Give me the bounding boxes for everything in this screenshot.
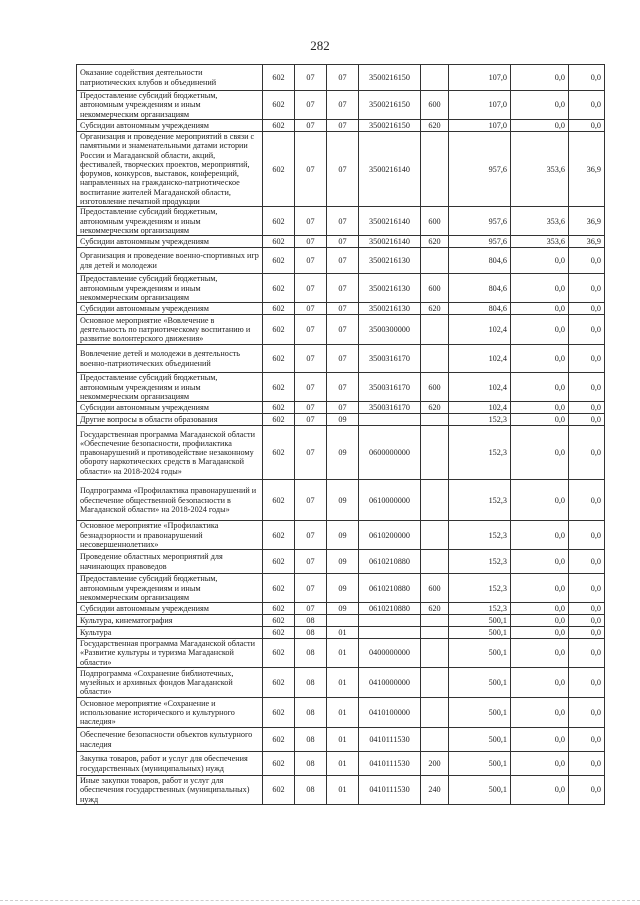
cell-name: Вовлечение детей и молодежи в деятельность военно-патриотических объединений — [77, 345, 263, 373]
cell-vr: 600 — [421, 373, 449, 402]
cell-pr: 01 — [327, 776, 359, 805]
cell-s2: 0,0 — [511, 728, 569, 752]
cell-csr — [359, 615, 421, 627]
table-row — [77, 373, 605, 402]
cell-rz: 08 — [295, 668, 327, 698]
cell-csr: 3500216140 — [359, 236, 421, 248]
cell-csr: 3500216150 — [359, 120, 421, 132]
cell-ved: 602 — [263, 402, 295, 414]
cell-s2: 0,0 — [511, 345, 569, 373]
cell-name: Государственная программа Магаданской области «Обеспечение безопасности, профилактика правонарушений и противодействие незаконному обороту наркотических средств в Магаданской области» на 2018-2024 годы» — [77, 426, 263, 480]
cell-name: Иные закупки товаров, работ и услуг для обеспечения государственных (муниципальных) нужд — [77, 776, 263, 805]
cell-name: Обеспечение безопасности объектов культурного наследия — [77, 728, 263, 752]
cell-name: Проведение областных мероприятий для начинающих правоведов — [77, 550, 263, 574]
cell-name: Организация и проведение мероприятий в связи с памятными и знаменательными датами истории России и Магаданской области, акций, фестивалей, творческих проектов, мероприятий, форумов, конкурсов, выставок, конференций, направленных на гражданско-патриотическое воспитание жителей Магаданской области, изготовление печатной продукции — [77, 132, 263, 207]
cell-s3: 0,0 — [569, 603, 605, 615]
cell-rz: 07 — [295, 274, 327, 303]
table-row — [77, 274, 605, 303]
cell-s3: 0,0 — [569, 776, 605, 805]
cell-s2: 0,0 — [511, 120, 569, 132]
cell-vr — [421, 668, 449, 698]
cell-pr: 09 — [327, 414, 359, 426]
cell-vr — [421, 698, 449, 728]
cell-pr: 09 — [327, 550, 359, 574]
cell-pr: 07 — [327, 274, 359, 303]
table-row — [77, 236, 605, 248]
cell-ved: 602 — [263, 132, 295, 207]
cell-vr — [421, 480, 449, 521]
cell-vr: 620 — [421, 303, 449, 315]
cell-vr — [421, 345, 449, 373]
cell-s3: 36,9 — [569, 236, 605, 248]
table-row — [77, 728, 605, 752]
table-row — [77, 303, 605, 315]
cell-s2: 0,0 — [511, 426, 569, 480]
cell-name: Субсидии автономным учреждениям — [77, 402, 263, 414]
cell-vr: 620 — [421, 236, 449, 248]
cell-csr: 3500216130 — [359, 274, 421, 303]
cell-csr: 3500216130 — [359, 303, 421, 315]
cell-ved: 602 — [263, 120, 295, 132]
cell-name: Субсидии автономным учреждениям — [77, 236, 263, 248]
cell-s2: 0,0 — [511, 248, 569, 274]
cell-vr — [421, 132, 449, 207]
cell-ved: 602 — [263, 603, 295, 615]
cell-s2: 0,0 — [511, 521, 569, 550]
cell-ved: 602 — [263, 627, 295, 639]
cell-s1: 804,6 — [449, 248, 511, 274]
cell-pr: 07 — [327, 402, 359, 414]
cell-rz: 07 — [295, 480, 327, 521]
cell-s2: 0,0 — [511, 550, 569, 574]
cell-rz: 07 — [295, 65, 327, 91]
cell-rz: 08 — [295, 776, 327, 805]
cell-s3: 0,0 — [569, 373, 605, 402]
cell-ved: 602 — [263, 752, 295, 776]
cell-s3: 0,0 — [569, 698, 605, 728]
cell-csr: 3500216150 — [359, 65, 421, 91]
cell-s2: 0,0 — [511, 752, 569, 776]
cell-s2: 0,0 — [511, 574, 569, 603]
cell-ved: 602 — [263, 207, 295, 236]
cell-ved: 602 — [263, 65, 295, 91]
cell-pr: 09 — [327, 426, 359, 480]
cell-s1: 500,1 — [449, 698, 511, 728]
cell-rz: 08 — [295, 752, 327, 776]
cell-ved: 602 — [263, 236, 295, 248]
cell-name: Подпрограмма «Сохранение библиотечных, музейных и архивных фондов Магаданской области» — [77, 668, 263, 698]
cell-csr: 0410100000 — [359, 698, 421, 728]
table-row — [77, 248, 605, 274]
cell-s1: 500,1 — [449, 668, 511, 698]
cell-s3: 36,9 — [569, 207, 605, 236]
cell-vr — [421, 615, 449, 627]
cell-s3: 0,0 — [569, 550, 605, 574]
cell-rz: 08 — [295, 627, 327, 639]
table-row — [77, 521, 605, 550]
cell-pr: 07 — [327, 207, 359, 236]
cell-rz: 07 — [295, 414, 327, 426]
cell-s3: 0,0 — [569, 345, 605, 373]
cell-ved: 602 — [263, 426, 295, 480]
table-row — [77, 91, 605, 120]
cell-s1: 957,6 — [449, 236, 511, 248]
cell-s3: 0,0 — [569, 248, 605, 274]
table-row — [77, 627, 605, 639]
cell-name: Основное мероприятие «Сохранение и использование исторического и культурного наследия» — [77, 698, 263, 728]
cell-name: Предоставление субсидий бюджетным, автономным учреждениям и иным некоммерческим организациям — [77, 373, 263, 402]
table-row — [77, 65, 605, 91]
table-row — [77, 752, 605, 776]
cell-vr — [421, 550, 449, 574]
cell-rz: 07 — [295, 132, 327, 207]
table-row — [77, 132, 605, 207]
cell-name: Подпрограмма «Профилактика правонарушений и обеспечение общественной безопасности в Магаданской области» на 2018-2024 годы» — [77, 480, 263, 521]
cell-s2: 0,0 — [511, 603, 569, 615]
cell-name: Другие вопросы в области образования — [77, 414, 263, 426]
cell-name: Предоставление субсидий бюджетным, автономным учреждениям и иным некоммерческим организациям — [77, 91, 263, 120]
cell-s3: 0,0 — [569, 303, 605, 315]
cell-pr: 01 — [327, 752, 359, 776]
cell-rz: 07 — [295, 236, 327, 248]
cell-vr: 200 — [421, 752, 449, 776]
cell-s1: 500,1 — [449, 639, 511, 668]
cell-pr: 01 — [327, 639, 359, 668]
table-row — [77, 345, 605, 373]
cell-csr: 3500216140 — [359, 132, 421, 207]
cell-ved: 602 — [263, 615, 295, 627]
cell-s3: 0,0 — [569, 668, 605, 698]
table-row — [77, 426, 605, 480]
cell-ved: 602 — [263, 521, 295, 550]
cell-csr: 3500300000 — [359, 315, 421, 345]
cell-s1: 152,3 — [449, 550, 511, 574]
cell-s2: 0,0 — [511, 373, 569, 402]
cell-ved: 602 — [263, 698, 295, 728]
cell-name: Государственная программа Магаданской области «Развитие культуры и туризма Магаданской области» — [77, 639, 263, 668]
cell-name: Организация и проведение военно-спортивных игр для детей и молодежи — [77, 248, 263, 274]
cell-s3: 36,9 — [569, 132, 605, 207]
cell-rz: 07 — [295, 550, 327, 574]
cell-s2: 353,6 — [511, 207, 569, 236]
cell-s3: 0,0 — [569, 639, 605, 668]
cell-vr: 240 — [421, 776, 449, 805]
cell-s1: 107,0 — [449, 65, 511, 91]
scan-edge-line — [0, 900, 640, 902]
cell-rz: 07 — [295, 303, 327, 315]
cell-csr: 0610210880 — [359, 550, 421, 574]
cell-name: Оказание содействия деятельности патриотических клубов и объединений — [77, 65, 263, 91]
cell-csr: 3500316170 — [359, 373, 421, 402]
cell-s3: 0,0 — [569, 728, 605, 752]
cell-s3: 0,0 — [569, 120, 605, 132]
table-row — [77, 315, 605, 345]
cell-pr — [327, 615, 359, 627]
cell-pr: 09 — [327, 521, 359, 550]
cell-csr: 3500316170 — [359, 345, 421, 373]
cell-ved: 602 — [263, 303, 295, 315]
cell-s1: 152,3 — [449, 414, 511, 426]
cell-s1: 500,1 — [449, 776, 511, 805]
cell-s2: 0,0 — [511, 414, 569, 426]
cell-s2: 0,0 — [511, 65, 569, 91]
cell-s1: 152,3 — [449, 480, 511, 521]
cell-s3: 0,0 — [569, 414, 605, 426]
cell-ved: 602 — [263, 550, 295, 574]
cell-csr: 0610200000 — [359, 521, 421, 550]
cell-s2: 353,6 — [511, 132, 569, 207]
table-row — [77, 615, 605, 627]
cell-ved: 602 — [263, 728, 295, 752]
table-row — [77, 698, 605, 728]
cell-vr — [421, 315, 449, 345]
cell-s1: 957,6 — [449, 207, 511, 236]
cell-rz: 07 — [295, 373, 327, 402]
cell-name: Субсидии автономным учреждениям — [77, 120, 263, 132]
cell-pr: 07 — [327, 236, 359, 248]
table-row — [77, 550, 605, 574]
cell-vr: 620 — [421, 402, 449, 414]
cell-ved: 602 — [263, 776, 295, 805]
cell-ved: 602 — [263, 639, 295, 668]
table-row — [77, 480, 605, 521]
cell-csr: 0400000000 — [359, 639, 421, 668]
cell-vr — [421, 414, 449, 426]
cell-name: Предоставление субсидий бюджетным, автономным учреждениям и иным некоммерческим организациям — [77, 574, 263, 603]
table-row — [77, 668, 605, 698]
cell-ved: 602 — [263, 574, 295, 603]
cell-s3: 0,0 — [569, 574, 605, 603]
cell-s3: 0,0 — [569, 426, 605, 480]
cell-name: Предоставление субсидий бюджетным, автономным учреждениям и иным некоммерческим организациям — [77, 207, 263, 236]
cell-s2: 0,0 — [511, 668, 569, 698]
cell-s1: 804,6 — [449, 303, 511, 315]
cell-vr — [421, 248, 449, 274]
cell-pr: 07 — [327, 315, 359, 345]
cell-s2: 0,0 — [511, 776, 569, 805]
cell-ved: 602 — [263, 248, 295, 274]
cell-csr: 0610000000 — [359, 480, 421, 521]
cell-ved: 602 — [263, 315, 295, 345]
cell-s3: 0,0 — [569, 627, 605, 639]
cell-vr: 600 — [421, 574, 449, 603]
cell-pr: 07 — [327, 248, 359, 274]
cell-csr: 3500316170 — [359, 402, 421, 414]
cell-rz: 08 — [295, 728, 327, 752]
cell-name: Основное мероприятие «Профилактика безнадзорности и правонарушений несовершеннолетних» — [77, 521, 263, 550]
cell-csr — [359, 414, 421, 426]
cell-csr: 0610210880 — [359, 574, 421, 603]
cell-vr — [421, 521, 449, 550]
cell-csr: 0410111530 — [359, 776, 421, 805]
cell-ved: 602 — [263, 373, 295, 402]
cell-s1: 102,4 — [449, 402, 511, 414]
cell-s3: 0,0 — [569, 91, 605, 120]
cell-vr: 600 — [421, 274, 449, 303]
cell-s1: 102,4 — [449, 373, 511, 402]
cell-pr: 07 — [327, 132, 359, 207]
cell-s1: 107,0 — [449, 91, 511, 120]
cell-vr: 600 — [421, 91, 449, 120]
cell-rz: 07 — [295, 91, 327, 120]
table-row — [77, 603, 605, 615]
cell-pr: 01 — [327, 668, 359, 698]
cell-rz: 07 — [295, 402, 327, 414]
cell-ved: 602 — [263, 274, 295, 303]
cell-pr: 07 — [327, 373, 359, 402]
cell-csr — [359, 627, 421, 639]
cell-csr: 0410111530 — [359, 728, 421, 752]
cell-pr: 01 — [327, 728, 359, 752]
cell-s2: 0,0 — [511, 698, 569, 728]
cell-ved: 602 — [263, 345, 295, 373]
cell-rz: 07 — [295, 315, 327, 345]
cell-s2: 0,0 — [511, 480, 569, 521]
cell-s2: 0,0 — [511, 303, 569, 315]
cell-s3: 0,0 — [569, 402, 605, 414]
cell-rz: 07 — [295, 207, 327, 236]
cell-s3: 0,0 — [569, 65, 605, 91]
cell-name: Культура — [77, 627, 263, 639]
cell-name: Культура, кинематография — [77, 615, 263, 627]
cell-s1: 500,1 — [449, 752, 511, 776]
cell-s1: 102,4 — [449, 315, 511, 345]
table-row — [77, 776, 605, 805]
cell-s1: 107,0 — [449, 120, 511, 132]
table-row — [77, 402, 605, 414]
cell-rz: 07 — [295, 603, 327, 615]
cell-vr: 620 — [421, 120, 449, 132]
cell-s2: 353,6 — [511, 236, 569, 248]
cell-s3: 0,0 — [569, 480, 605, 521]
budget-table — [76, 64, 605, 805]
cell-s3: 0,0 — [569, 752, 605, 776]
cell-s2: 0,0 — [511, 402, 569, 414]
cell-s1: 500,1 — [449, 615, 511, 627]
cell-rz: 07 — [295, 345, 327, 373]
cell-s2: 0,0 — [511, 274, 569, 303]
page-number: 282 — [310, 38, 330, 53]
cell-pr: 07 — [327, 65, 359, 91]
cell-csr: 0410000000 — [359, 668, 421, 698]
cell-s2: 0,0 — [511, 615, 569, 627]
cell-name: Субсидии автономным учреждениям — [77, 603, 263, 615]
cell-csr: 0600000000 — [359, 426, 421, 480]
cell-s1: 152,3 — [449, 574, 511, 603]
cell-vr: 620 — [421, 603, 449, 615]
cell-s3: 0,0 — [569, 521, 605, 550]
table-row — [77, 120, 605, 132]
cell-pr: 07 — [327, 345, 359, 373]
cell-name: Субсидии автономным учреждениям — [77, 303, 263, 315]
cell-ved: 602 — [263, 480, 295, 521]
cell-rz: 07 — [295, 574, 327, 603]
cell-vr — [421, 627, 449, 639]
cell-rz: 07 — [295, 426, 327, 480]
cell-name: Закупка товаров, работ и услуг для обеспечения государственных (муниципальных) нужд — [77, 752, 263, 776]
table-row — [77, 414, 605, 426]
table-row — [77, 639, 605, 668]
cell-rz: 08 — [295, 615, 327, 627]
cell-s1: 102,4 — [449, 345, 511, 373]
cell-s3: 0,0 — [569, 315, 605, 345]
cell-ved: 602 — [263, 668, 295, 698]
cell-rz: 07 — [295, 120, 327, 132]
cell-pr: 09 — [327, 603, 359, 615]
cell-s2: 0,0 — [511, 639, 569, 668]
cell-ved: 602 — [263, 414, 295, 426]
cell-vr — [421, 65, 449, 91]
cell-rz: 08 — [295, 639, 327, 668]
cell-s1: 152,3 — [449, 426, 511, 480]
cell-pr: 09 — [327, 480, 359, 521]
cell-s2: 0,0 — [511, 627, 569, 639]
table-row — [77, 207, 605, 236]
cell-pr: 07 — [327, 303, 359, 315]
cell-vr — [421, 426, 449, 480]
cell-s1: 152,3 — [449, 521, 511, 550]
cell-s3: 0,0 — [569, 615, 605, 627]
cell-csr: 0610210880 — [359, 603, 421, 615]
cell-ved: 602 — [263, 91, 295, 120]
cell-pr: 01 — [327, 627, 359, 639]
cell-vr: 600 — [421, 207, 449, 236]
cell-pr: 07 — [327, 120, 359, 132]
cell-pr: 07 — [327, 91, 359, 120]
cell-csr: 3500216140 — [359, 207, 421, 236]
cell-rz: 07 — [295, 521, 327, 550]
cell-vr — [421, 728, 449, 752]
cell-pr: 01 — [327, 698, 359, 728]
cell-s2: 0,0 — [511, 91, 569, 120]
cell-s1: 804,6 — [449, 274, 511, 303]
cell-csr: 0410111530 — [359, 752, 421, 776]
cell-name: Основное мероприятие «Вовлечение в деятельность по патриотическому воспитанию и развитие волонтерского движения» — [77, 315, 263, 345]
cell-s1: 957,6 — [449, 132, 511, 207]
cell-s1: 500,1 — [449, 728, 511, 752]
cell-s1: 500,1 — [449, 627, 511, 639]
cell-rz: 07 — [295, 248, 327, 274]
cell-s3: 0,0 — [569, 274, 605, 303]
cell-rz: 08 — [295, 698, 327, 728]
cell-s2: 0,0 — [511, 315, 569, 345]
cell-name: Предоставление субсидий бюджетным, автономным учреждениям и иным некоммерческим организациям — [77, 274, 263, 303]
cell-vr — [421, 639, 449, 668]
cell-csr: 3500216130 — [359, 248, 421, 274]
cell-csr: 3500216150 — [359, 91, 421, 120]
cell-pr: 09 — [327, 574, 359, 603]
cell-s1: 152,3 — [449, 603, 511, 615]
table-row — [77, 574, 605, 603]
